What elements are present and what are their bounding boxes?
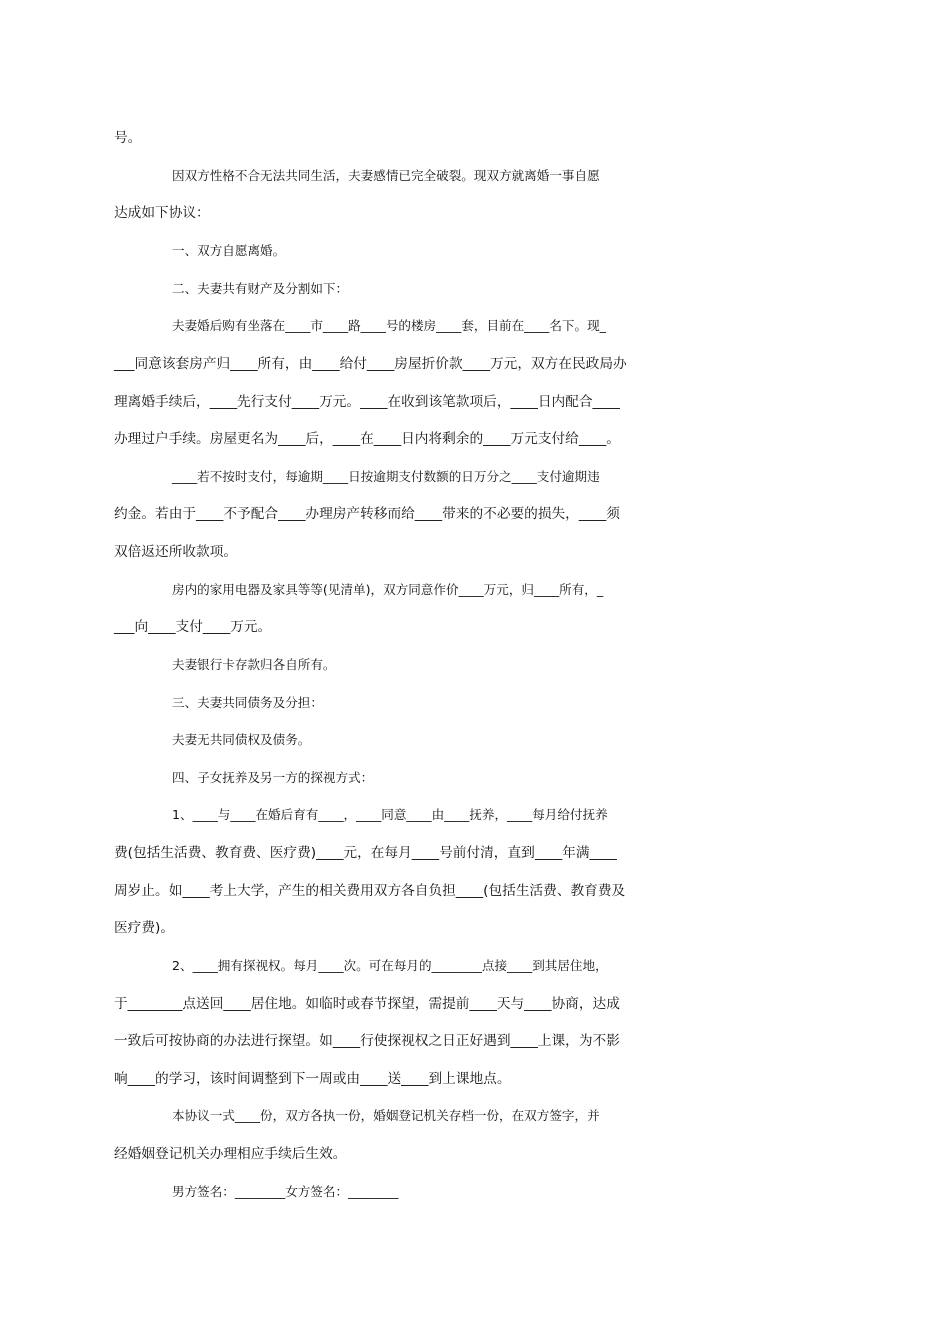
text-line: 于________点送回____居住地。如临时或春节探望，需提前____天与____协商，达成	[114, 996, 620, 1012]
text-line: 周岁止。如____考上大学，产生的相关费用双方各自负担____(包括生活费、教育费及	[114, 883, 626, 899]
paragraph-line: ____若不按时支付，每逾期____日按逾期支付数额的日万分之____支付逾期违	[172, 469, 600, 484]
text-line: 理离婚手续后，____先行支付____万元。____在收到该笔款项后，____日内配合____	[114, 394, 620, 410]
text-line: 办理过户手续。房屋更名为____后，____在____日内将剩余的____万元支付给____。	[114, 431, 620, 447]
text-line: 一致后可按协商的办法进行探望。如____行使探视权之日正好遇到____上课，为不影	[114, 1033, 620, 1049]
text-line: 响____的学习，该时间调整到下一周或由____送____到上课地点。	[114, 1071, 511, 1087]
text-line: 号。	[114, 130, 142, 146]
text-line: 医疗费)。	[114, 920, 175, 936]
section-heading: 三、夫妻共同债务及分担：	[172, 695, 323, 710]
paragraph-line: 因双方性格不合无法共同生活，夫妻感情已完全破裂。现双方就离婚一事自愿	[172, 168, 600, 183]
paragraph-line: 本协议一式____份，双方各执一份，婚姻登记机关存档一份，在双方签字，并	[172, 1108, 600, 1123]
paragraph-line: 夫妻婚后购有坐落在____市____路____号的楼房____套，目前在____名下。现_	[172, 318, 606, 333]
text-line: ___同意该套房产归____所有，由____给付____房屋折价款____万元，双方在民政局办	[114, 356, 627, 372]
section-heading: 四、子女抚养及另一方的探视方式：	[172, 770, 374, 785]
paragraph-line: 夫妻银行卡存款归各自所有。	[172, 657, 336, 672]
signature-line: 男方签名：________女方签名：________	[172, 1184, 399, 1199]
text-line: ___向____支付____万元。	[114, 619, 272, 635]
text-line: 达成如下协议：	[114, 205, 210, 221]
paragraph-line: 1、____与____在婚后育有____，____同意____由____抚养，____每月给付抚养	[172, 807, 608, 822]
section-heading: 一、双方自愿离婚。	[172, 243, 286, 258]
paragraph-line: 夫妻无共同债权及债务。	[172, 732, 311, 747]
paragraph-line: 房内的家用电器及家具等等(见清单)，双方同意作价____万元，归____所有，_	[172, 582, 604, 597]
section-heading: 二、夫妻共有财产及分割如下：	[172, 281, 349, 296]
text-line: 费(包括生活费、教育费、医疗费)____元，在每月____号前付清，直到____年满____	[114, 845, 617, 861]
paragraph-line: 2、____拥有探视权。每月____次。可在每月的________点接____到其居住地，	[172, 958, 608, 973]
text-line: 经婚姻登记机关办理相应手续后生效。	[114, 1146, 347, 1162]
text-line: 双倍返还所收款项。	[114, 544, 238, 560]
text-line: 约金。若由于____不予配合____办理房产转移而给____带来的不必要的损失，____须	[114, 506, 620, 522]
